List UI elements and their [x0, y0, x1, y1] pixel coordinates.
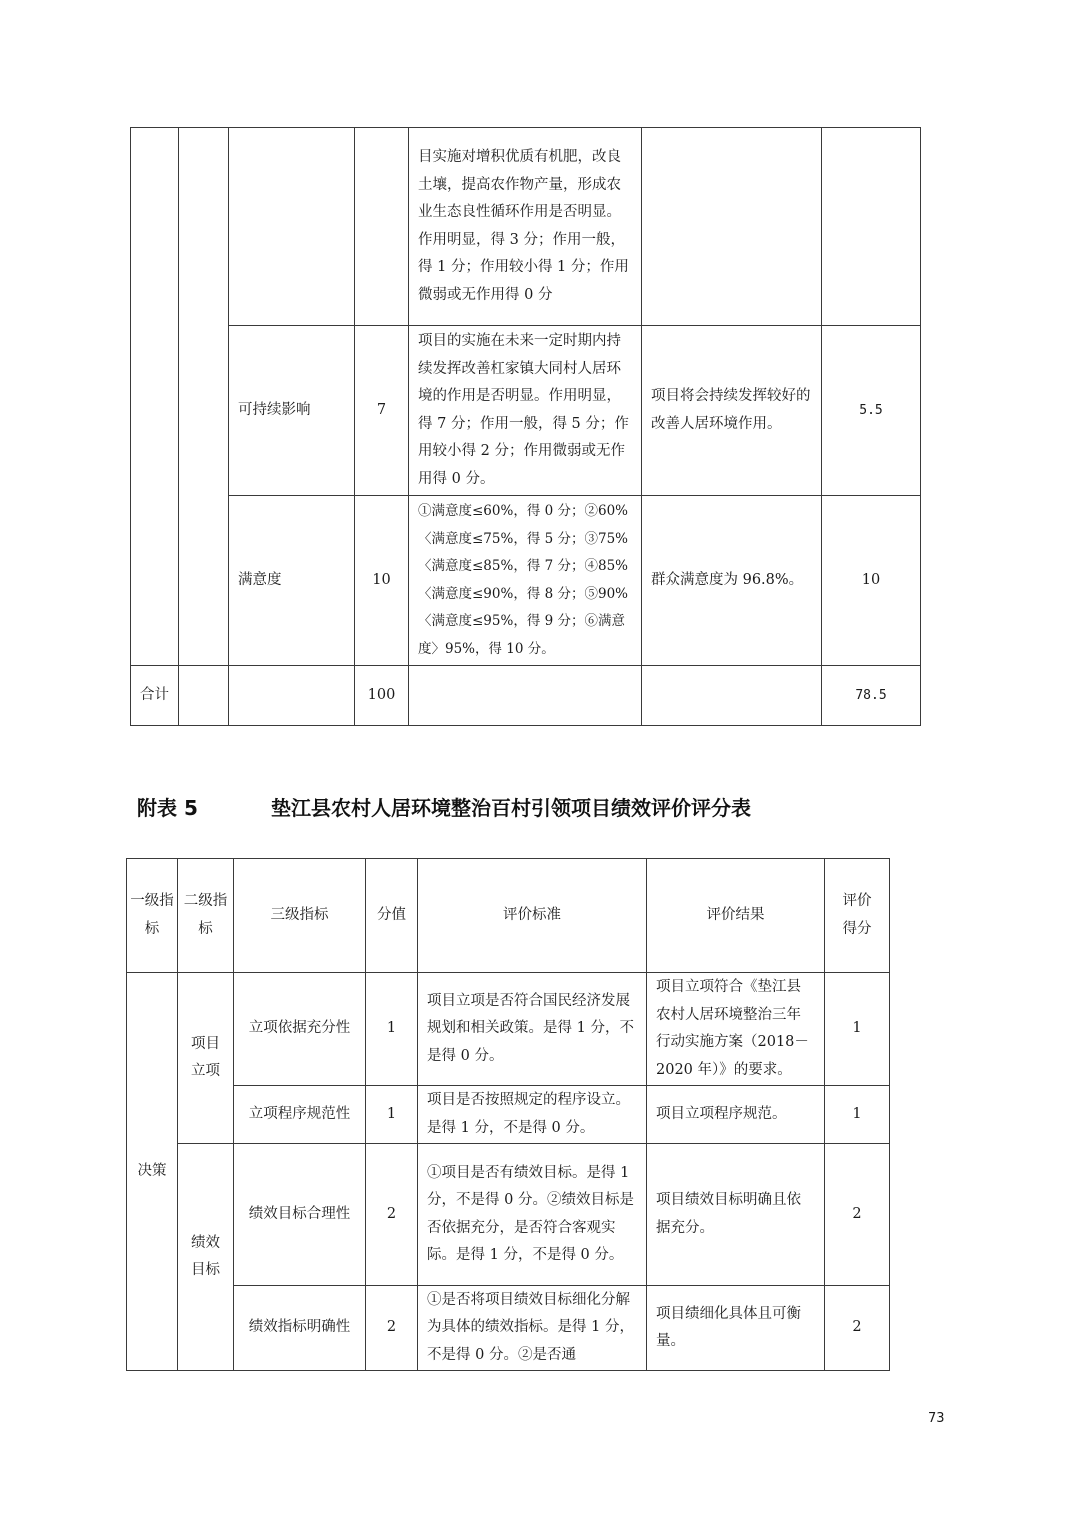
header-level1: 一级指标	[127, 859, 178, 973]
header-score: 分值	[366, 859, 418, 973]
criteria-cell	[409, 666, 642, 726]
result-cell: 项目绩细化具体且可衡量。	[647, 1286, 825, 1371]
criteria-cell: 项目立项是否符合国民经济发展规划和相关政策。是得 1 分，不是得 0 分。	[418, 973, 647, 1086]
annex-label: 附表 5	[137, 796, 198, 820]
got-cell: 5.5	[822, 326, 921, 496]
table-row	[127, 1144, 890, 1286]
continued-score-table	[130, 127, 921, 726]
table-row	[127, 1086, 890, 1144]
indicator-cell: 立项程序规范性	[234, 1086, 366, 1144]
criteria-cell: ①项目是否有绩效目标。是得 1 分，不是得 0 分。②绩效目标是否依据充分，是否符合客观实际。是得 1 分，不是得 0 分。	[418, 1144, 647, 1286]
table-row	[131, 496, 921, 666]
group-project: 项目立项	[178, 973, 234, 1144]
indicator-cell: 立项依据充分性	[234, 973, 366, 1086]
score-cell: 2	[366, 1144, 418, 1286]
indicator-cell	[229, 666, 355, 726]
got-cell: 2	[825, 1144, 890, 1286]
group-target: 绩效目标	[178, 1144, 234, 1371]
level1-decision: 决策	[127, 973, 178, 1371]
criteria-cell: 目实施对增积优质有机肥，改良土壤，提高农作物产量，形成农业生态良性循环作用是否明显。作用明显，得 3 分；作用一般，得 1 分；作用较小得 1 分；作用微弱或无作用得 0 分	[409, 128, 642, 326]
score-cell: 1	[366, 973, 418, 1086]
header-row	[127, 859, 890, 973]
table-row	[127, 973, 890, 1086]
header-result: 评价结果	[647, 859, 825, 973]
criteria-cell: 项目的实施在未来一定时期内持续发挥改善杠家镇大同村人居环境的作用是否明显。作用明显，得 7 分；作用一般，得 5 分；作用较小得 2 分；作用微弱或无作用得 0 分。	[409, 326, 642, 496]
result-cell: 项目立项程序规范。	[647, 1086, 825, 1144]
total-score: 100	[355, 666, 409, 726]
table-row	[127, 1286, 890, 1371]
table-row	[131, 326, 921, 496]
score-cell: 1	[366, 1086, 418, 1144]
indicator-cell	[229, 128, 355, 326]
level1-cell	[131, 128, 179, 666]
result-cell: 项目将会持续发挥较好的改善人居环境作用。	[642, 326, 822, 496]
criteria-cell: ①是否将项目绩效目标细化分解为具体的绩效指标。是得 1 分，不是得 0 分。②是否通	[418, 1286, 647, 1371]
header-level3: 三级指标	[234, 859, 366, 973]
got-cell: 2	[825, 1286, 890, 1371]
header-level2: 二级指标	[178, 859, 234, 973]
indicator-cell: 绩效指标明确性	[234, 1286, 366, 1371]
score-cell: 7	[355, 326, 409, 496]
score-cell: 10	[355, 496, 409, 666]
result-cell: 群众满意度为 96.8%。	[642, 496, 822, 666]
total-label: 合计	[131, 666, 179, 726]
page-number: 73	[928, 1411, 945, 1426]
score-cell	[355, 128, 409, 326]
criteria-cell: 项目是否按照规定的程序设立。是得 1 分，不是得 0 分。	[418, 1086, 647, 1144]
header-criteria: 评价标准	[418, 859, 647, 973]
got-cell: 10	[822, 496, 921, 666]
indicator-cell: 绩效目标合理性	[234, 1144, 366, 1286]
indicator-cell: 可持续影响	[229, 326, 355, 496]
level2-cell	[179, 666, 229, 726]
total-row	[131, 666, 921, 726]
level2-cell	[179, 128, 229, 666]
got-cell	[822, 128, 921, 326]
result-cell: 项目立项符合《垫江县农村人居环境整治三年行动实施方案（2018－2020 年）》的要求。	[647, 973, 825, 1086]
criteria-cell: ①满意度≤60%，得 0 分；②60%〈满意度≤75%，得 5 分；③75%〈满意度≤85%，得 7 分；④85%〈满意度≤90%，得 8 分；⑤90%〈满意度≤95%，得 9 分；⑥满意度〉95%，得 10 分。	[409, 496, 642, 666]
page-title: 垫江县农村人居环境整治百村引领项目绩效评价评分表	[271, 796, 751, 820]
got-cell: 1	[825, 973, 890, 1086]
evaluation-score-table	[126, 858, 890, 1371]
score-cell: 2	[366, 1286, 418, 1371]
header-got: 评价得分	[825, 859, 890, 973]
table-row	[131, 128, 921, 326]
got-cell: 1	[825, 1086, 890, 1144]
result-cell	[642, 128, 822, 326]
total-got: 78.5	[822, 666, 921, 726]
result-cell	[642, 666, 822, 726]
result-cell: 项目绩效目标明确且依据充分。	[647, 1144, 825, 1286]
indicator-cell: 满意度	[229, 496, 355, 666]
